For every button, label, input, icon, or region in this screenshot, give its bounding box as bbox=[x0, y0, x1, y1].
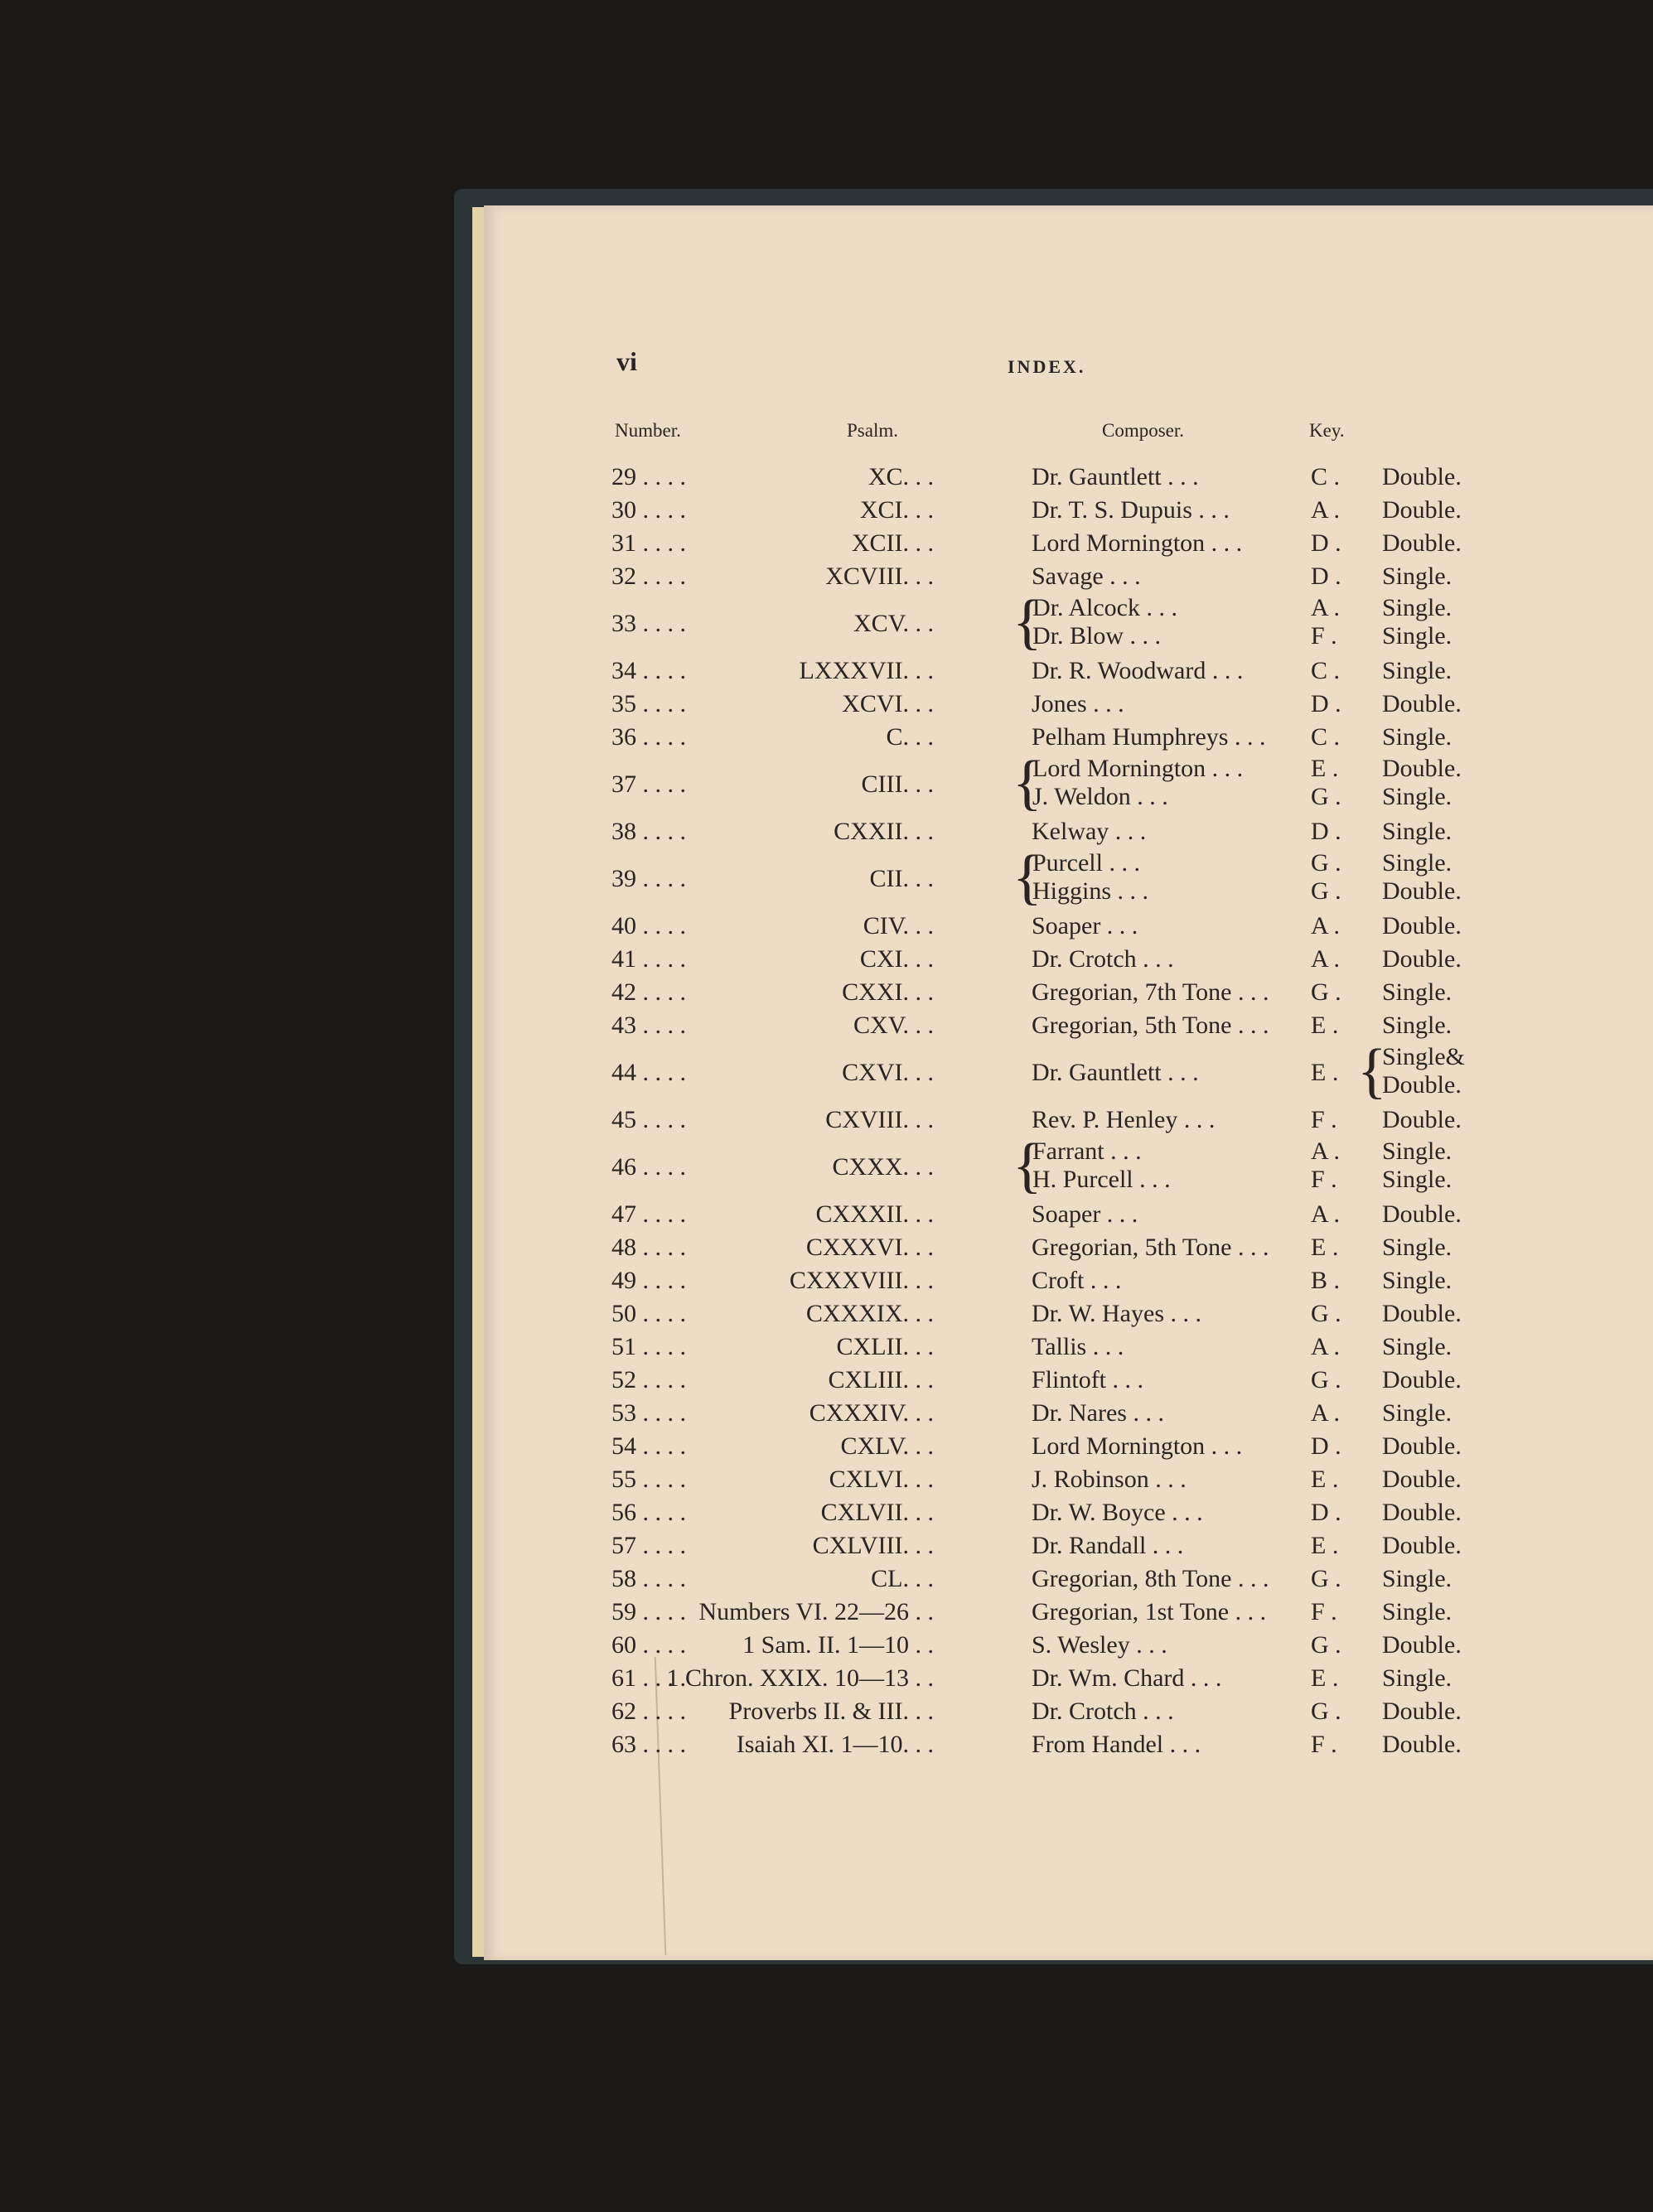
row-type: Double. bbox=[1382, 1499, 1462, 1526]
table-row bbox=[0, 1562, 1653, 1596]
brace-icon: { bbox=[1013, 1132, 1042, 1200]
row-composer: Tallis . . . bbox=[1032, 1333, 1124, 1360]
row-type: Double. bbox=[1382, 1432, 1462, 1460]
row-key: E . bbox=[1311, 1466, 1339, 1493]
row-number: 50 . . . . bbox=[611, 1300, 686, 1327]
row-number: 33 . . . . bbox=[611, 610, 686, 637]
table-row bbox=[0, 560, 1653, 593]
row-composer: J. Robinson . . . bbox=[1032, 1466, 1187, 1493]
row-key: F . bbox=[1311, 1731, 1337, 1758]
row-type: Double. bbox=[1382, 463, 1462, 490]
row-number: 34 . . . . bbox=[611, 657, 686, 684]
row-psalm: CXXX. . . bbox=[832, 1153, 934, 1181]
row-number: 38 . . . . bbox=[611, 818, 686, 845]
row-key: G . bbox=[1311, 877, 1341, 905]
row-psalm: CXXXIV. . . bbox=[809, 1399, 934, 1427]
row-key: A . bbox=[1311, 594, 1341, 621]
row-type: Single. bbox=[1382, 1012, 1452, 1039]
table-row bbox=[0, 688, 1653, 721]
table-row bbox=[0, 815, 1653, 848]
row-number: 46 . . . . bbox=[611, 1153, 686, 1181]
row-type: Single. bbox=[1382, 1565, 1452, 1592]
row-type: Double. bbox=[1382, 1366, 1462, 1393]
table-row bbox=[0, 1596, 1653, 1629]
row-number: 42 . . . . bbox=[611, 978, 686, 1006]
table-row bbox=[0, 976, 1653, 1009]
row-psalm: Numbers VI. 22—26 . . bbox=[698, 1598, 934, 1625]
row-number: 49 . . . . bbox=[611, 1267, 686, 1294]
row-number: 54 . . . . bbox=[611, 1432, 686, 1460]
row-key: A . bbox=[1311, 1137, 1341, 1165]
row-composer: J. Weldon . . . bbox=[1032, 783, 1168, 810]
row-number: 59 . . . . bbox=[611, 1598, 686, 1625]
page-number: vi bbox=[616, 346, 637, 376]
table-row bbox=[0, 1529, 1653, 1562]
brace-icon: { bbox=[1013, 843, 1042, 911]
row-key: G . bbox=[1311, 1565, 1341, 1592]
row-psalm: CXI. . . bbox=[859, 945, 934, 973]
row-psalm: CXXXII. . . bbox=[815, 1200, 934, 1228]
row-composer: Gregorian, 7th Tone . . . bbox=[1032, 978, 1269, 1006]
row-key: D . bbox=[1311, 563, 1341, 590]
row-type: Single. bbox=[1382, 1664, 1452, 1692]
row-composer: From Handel . . . bbox=[1032, 1731, 1201, 1758]
row-psalm: Proverbs II. & III. . . bbox=[728, 1698, 934, 1725]
table-row bbox=[0, 1662, 1653, 1695]
table-row bbox=[0, 1037, 1653, 1105]
row-psalm: C. . . bbox=[886, 723, 934, 751]
row-composer: Gregorian, 5th Tone . . . bbox=[1032, 1012, 1269, 1039]
row-type: Single. bbox=[1382, 1598, 1452, 1625]
row-number: 39 . . . . bbox=[611, 865, 686, 892]
table-row bbox=[0, 721, 1653, 754]
row-psalm: CIV. . . bbox=[863, 912, 934, 939]
table-row bbox=[0, 1496, 1653, 1529]
row-composer: Gregorian, 1st Tone . . . bbox=[1032, 1598, 1267, 1625]
header-number: Number. bbox=[615, 420, 681, 441]
row-key: A . bbox=[1311, 1200, 1341, 1228]
row-psalm: XCVIII. . . bbox=[825, 563, 934, 590]
row-number: 58 . . . . bbox=[611, 1565, 686, 1592]
row-composer: Dr. Crotch . . . bbox=[1032, 945, 1174, 973]
row-key: E . bbox=[1311, 1234, 1339, 1261]
table-row bbox=[0, 1695, 1653, 1728]
row-composer: Flintoft . . . bbox=[1032, 1366, 1144, 1393]
row-type: Single. bbox=[1382, 849, 1452, 877]
row-psalm: CXXI. . . bbox=[842, 978, 934, 1006]
row-number: 52 . . . . bbox=[611, 1366, 686, 1393]
row-number: 36 . . . . bbox=[611, 723, 686, 751]
table-row bbox=[0, 1198, 1653, 1231]
row-key: D . bbox=[1311, 529, 1341, 557]
row-key: F . bbox=[1311, 1598, 1337, 1625]
row-psalm: CIII. . . bbox=[861, 770, 934, 798]
row-type: Double. bbox=[1382, 1200, 1462, 1228]
table-row bbox=[0, 1629, 1653, 1662]
row-composer: Jones . . . bbox=[1032, 690, 1124, 717]
row-composer: Rev. P. Henley . . . bbox=[1032, 1106, 1216, 1133]
page-title: INDEX. bbox=[1008, 356, 1086, 377]
row-type: Single. bbox=[1382, 657, 1452, 684]
table-row bbox=[0, 1297, 1653, 1331]
table-row bbox=[0, 1397, 1653, 1430]
row-composer: Dr. W. Hayes . . . bbox=[1032, 1300, 1201, 1327]
row-number: 61 . . . . bbox=[611, 1664, 686, 1692]
row-psalm: CXXXIX. . . bbox=[805, 1300, 934, 1327]
row-key: E . bbox=[1311, 1059, 1339, 1086]
row-composer: Dr. Crotch . . . bbox=[1032, 1698, 1174, 1725]
row-number: 47 . . . . bbox=[611, 1200, 686, 1228]
row-key: E . bbox=[1311, 755, 1339, 782]
row-psalm: XCVI. . . bbox=[842, 690, 934, 717]
row-key: A . bbox=[1311, 1399, 1341, 1427]
row-number: 56 . . . . bbox=[611, 1499, 686, 1526]
row-number: 29 . . . . bbox=[611, 463, 686, 490]
row-number: 60 . . . . bbox=[611, 1631, 686, 1659]
row-key: G . bbox=[1311, 849, 1341, 877]
row-psalm: XCV. . . bbox=[853, 610, 934, 637]
brace-icon: { bbox=[1013, 749, 1042, 817]
row-number: 35 . . . . bbox=[611, 690, 686, 717]
row-type: Double. bbox=[1382, 755, 1462, 782]
row-type: Single. bbox=[1382, 818, 1452, 845]
row-key: F . bbox=[1311, 1166, 1337, 1193]
row-psalm: CXXXVIII. . . bbox=[789, 1267, 934, 1294]
table-row bbox=[0, 461, 1653, 494]
row-type: Single. bbox=[1382, 563, 1452, 590]
row-number: 44 . . . . bbox=[611, 1059, 686, 1086]
table-row bbox=[0, 843, 1653, 911]
row-type: Double. bbox=[1382, 1731, 1462, 1758]
row-type: Single. bbox=[1382, 1166, 1452, 1193]
row-composer: Dr. Gauntlett . . . bbox=[1032, 463, 1199, 490]
row-type: Double. bbox=[1382, 690, 1462, 717]
row-key: G . bbox=[1311, 783, 1341, 810]
row-number: 63 . . . . bbox=[611, 1731, 686, 1758]
brace-icon: { bbox=[1013, 588, 1042, 656]
row-key: D . bbox=[1311, 1432, 1341, 1460]
table-row bbox=[0, 1231, 1653, 1264]
row-composer: Dr. Gauntlett . . . bbox=[1032, 1059, 1199, 1086]
row-composer: Soaper . . . bbox=[1032, 1200, 1138, 1228]
row-key: C . bbox=[1311, 657, 1341, 684]
row-composer: Gregorian, 8th Tone . . . bbox=[1032, 1565, 1269, 1592]
row-type: Single. bbox=[1382, 1234, 1452, 1261]
row-number: 32 . . . . bbox=[611, 563, 686, 590]
row-composer: Purcell . . . bbox=[1032, 849, 1140, 877]
row-composer: Dr. W. Boyce . . . bbox=[1032, 1499, 1203, 1526]
row-psalm: CXVIII. . . bbox=[825, 1106, 934, 1133]
row-type: Double. bbox=[1382, 945, 1462, 973]
table-row bbox=[0, 1728, 1653, 1761]
row-psalm: 1 Chron. XXIX. 10—13 . . bbox=[666, 1664, 934, 1692]
row-number: 57 . . . . bbox=[611, 1532, 686, 1559]
row-psalm: Isaiah XI. 1—10. . . bbox=[736, 1731, 934, 1758]
row-key: E . bbox=[1311, 1532, 1339, 1559]
row-composer: Gregorian, 5th Tone . . . bbox=[1032, 1234, 1269, 1261]
table-row bbox=[0, 654, 1653, 688]
row-type: Single. bbox=[1382, 1333, 1452, 1360]
row-psalm: CII. . . bbox=[869, 865, 934, 892]
row-number: 62 . . . . bbox=[611, 1698, 686, 1725]
row-composer: Dr. T. S. Dupuis . . . bbox=[1032, 496, 1230, 524]
row-composer: Pelham Humphreys . . . bbox=[1032, 723, 1266, 751]
row-psalm: CXLVIII. . . bbox=[812, 1532, 934, 1559]
table-row bbox=[0, 1264, 1653, 1297]
table-row bbox=[0, 527, 1653, 560]
row-type: Double. bbox=[1382, 912, 1462, 939]
table-row bbox=[0, 910, 1653, 943]
row-type: Double. bbox=[1382, 529, 1462, 557]
row-key: D . bbox=[1311, 690, 1341, 717]
table-row bbox=[0, 1364, 1653, 1397]
row-composer: Higgins . . . bbox=[1032, 877, 1149, 905]
row-composer: Dr. Wm. Chard . . . bbox=[1032, 1664, 1222, 1692]
row-type: Single. bbox=[1382, 978, 1452, 1006]
row-type: Double. bbox=[1382, 1631, 1462, 1659]
row-composer: Dr. Randall . . . bbox=[1032, 1532, 1184, 1559]
row-composer: Dr. Blow . . . bbox=[1032, 622, 1162, 650]
row-psalm: XCI. . . bbox=[859, 496, 934, 524]
header-key: Key. bbox=[1309, 420, 1345, 441]
row-psalm: CL. . . bbox=[871, 1565, 934, 1592]
header-composer: Composer. bbox=[1102, 420, 1185, 441]
row-composer: S. Wesley . . . bbox=[1032, 1631, 1167, 1659]
row-composer: Soaper . . . bbox=[1032, 912, 1138, 939]
row-type: Double. bbox=[1382, 877, 1462, 905]
row-type: Single. bbox=[1382, 594, 1452, 621]
row-key: D . bbox=[1311, 1499, 1341, 1526]
row-key: A . bbox=[1311, 945, 1341, 973]
row-psalm: CXLVI. . . bbox=[829, 1466, 934, 1493]
table-row bbox=[0, 943, 1653, 976]
row-composer: Croft . . . bbox=[1032, 1267, 1122, 1294]
row-key: C . bbox=[1311, 463, 1341, 490]
row-number: 51 . . . . bbox=[611, 1333, 686, 1360]
row-type: Double. bbox=[1382, 1466, 1462, 1493]
row-composer: Lord Mornington . . . bbox=[1032, 755, 1244, 782]
row-psalm: LXXXVII. . . bbox=[799, 657, 934, 684]
row-psalm: CXXII. . . bbox=[834, 818, 934, 845]
row-psalm: CXLVII. . . bbox=[820, 1499, 934, 1526]
row-psalm: XCII. . . bbox=[851, 529, 934, 557]
row-composer: Farrant . . . bbox=[1032, 1137, 1142, 1165]
row-key: G . bbox=[1311, 978, 1341, 1006]
row-composer: Lord Mornington . . . bbox=[1032, 529, 1243, 557]
row-key: F . bbox=[1311, 1106, 1337, 1133]
row-number: 45 . . . . bbox=[611, 1106, 686, 1133]
row-key: E . bbox=[1311, 1012, 1339, 1039]
row-psalm: CXVI. . . bbox=[842, 1059, 934, 1086]
row-key: A . bbox=[1311, 912, 1341, 939]
row-composer: Savage . . . bbox=[1032, 563, 1141, 590]
table-row bbox=[0, 1009, 1653, 1042]
row-psalm: 1 Sam. II. 1—10 . . bbox=[742, 1631, 934, 1659]
row-type: Single. bbox=[1382, 622, 1452, 650]
table-row bbox=[0, 1463, 1653, 1496]
row-type: Single. bbox=[1382, 783, 1452, 810]
row-number: 37 . . . . bbox=[611, 770, 686, 798]
row-key: F . bbox=[1311, 622, 1337, 650]
table-row bbox=[0, 1132, 1653, 1200]
row-psalm: CXV. . . bbox=[853, 1012, 934, 1039]
row-key: E . bbox=[1311, 1664, 1339, 1692]
row-type: Single. bbox=[1382, 1137, 1452, 1165]
row-key: G . bbox=[1311, 1366, 1341, 1393]
table-row bbox=[0, 494, 1653, 527]
table-row bbox=[0, 588, 1653, 656]
row-composer: Kelway . . . bbox=[1032, 818, 1147, 845]
row-type: Double. bbox=[1382, 1071, 1462, 1099]
row-composer: Dr. Alcock . . . bbox=[1032, 594, 1177, 621]
row-number: 30 . . . . bbox=[611, 496, 686, 524]
row-number: 43 . . . . bbox=[611, 1012, 686, 1039]
row-number: 55 . . . . bbox=[611, 1466, 686, 1493]
row-number: 53 . . . . bbox=[611, 1399, 686, 1427]
row-psalm: CXLV. . . bbox=[840, 1432, 934, 1460]
brace-icon: { bbox=[1357, 1037, 1387, 1105]
row-key: G . bbox=[1311, 1631, 1341, 1659]
row-type: Double. bbox=[1382, 1106, 1462, 1133]
table-row bbox=[0, 749, 1653, 817]
row-number: 48 . . . . bbox=[611, 1234, 686, 1261]
row-number: 31 . . . . bbox=[611, 529, 686, 557]
row-composer: H. Purcell . . . bbox=[1032, 1166, 1171, 1193]
row-type: Single& bbox=[1382, 1043, 1466, 1070]
header-psalm: Psalm. bbox=[847, 420, 898, 441]
row-number: 40 . . . . bbox=[611, 912, 686, 939]
row-key: A . bbox=[1311, 496, 1341, 524]
table-row bbox=[0, 1430, 1653, 1463]
row-type: Single. bbox=[1382, 723, 1452, 751]
row-psalm: CXXXVI. . . bbox=[805, 1234, 934, 1261]
row-type: Double. bbox=[1382, 1300, 1462, 1327]
row-type: Double. bbox=[1382, 496, 1462, 524]
row-psalm: XC. . . bbox=[868, 463, 934, 490]
row-composer: Dr. R. Woodward . . . bbox=[1032, 657, 1244, 684]
row-psalm: CXLIII. . . bbox=[828, 1366, 934, 1393]
row-type: Single. bbox=[1382, 1399, 1452, 1427]
row-type: Double. bbox=[1382, 1532, 1462, 1559]
row-key: G . bbox=[1311, 1300, 1341, 1327]
row-type: Double. bbox=[1382, 1698, 1462, 1725]
row-type: Single. bbox=[1382, 1267, 1452, 1294]
row-key: D . bbox=[1311, 818, 1341, 845]
row-key: C . bbox=[1311, 723, 1341, 751]
row-key: G . bbox=[1311, 1698, 1341, 1725]
row-composer: Lord Mornington . . . bbox=[1032, 1432, 1243, 1460]
row-key: A . bbox=[1311, 1333, 1341, 1360]
table-row bbox=[0, 1331, 1653, 1364]
table-row bbox=[0, 1104, 1653, 1137]
row-composer: Dr. Nares . . . bbox=[1032, 1399, 1164, 1427]
row-number: 41 . . . . bbox=[611, 945, 686, 973]
row-psalm: CXLII. . . bbox=[836, 1333, 934, 1360]
row-key: B . bbox=[1311, 1267, 1341, 1294]
